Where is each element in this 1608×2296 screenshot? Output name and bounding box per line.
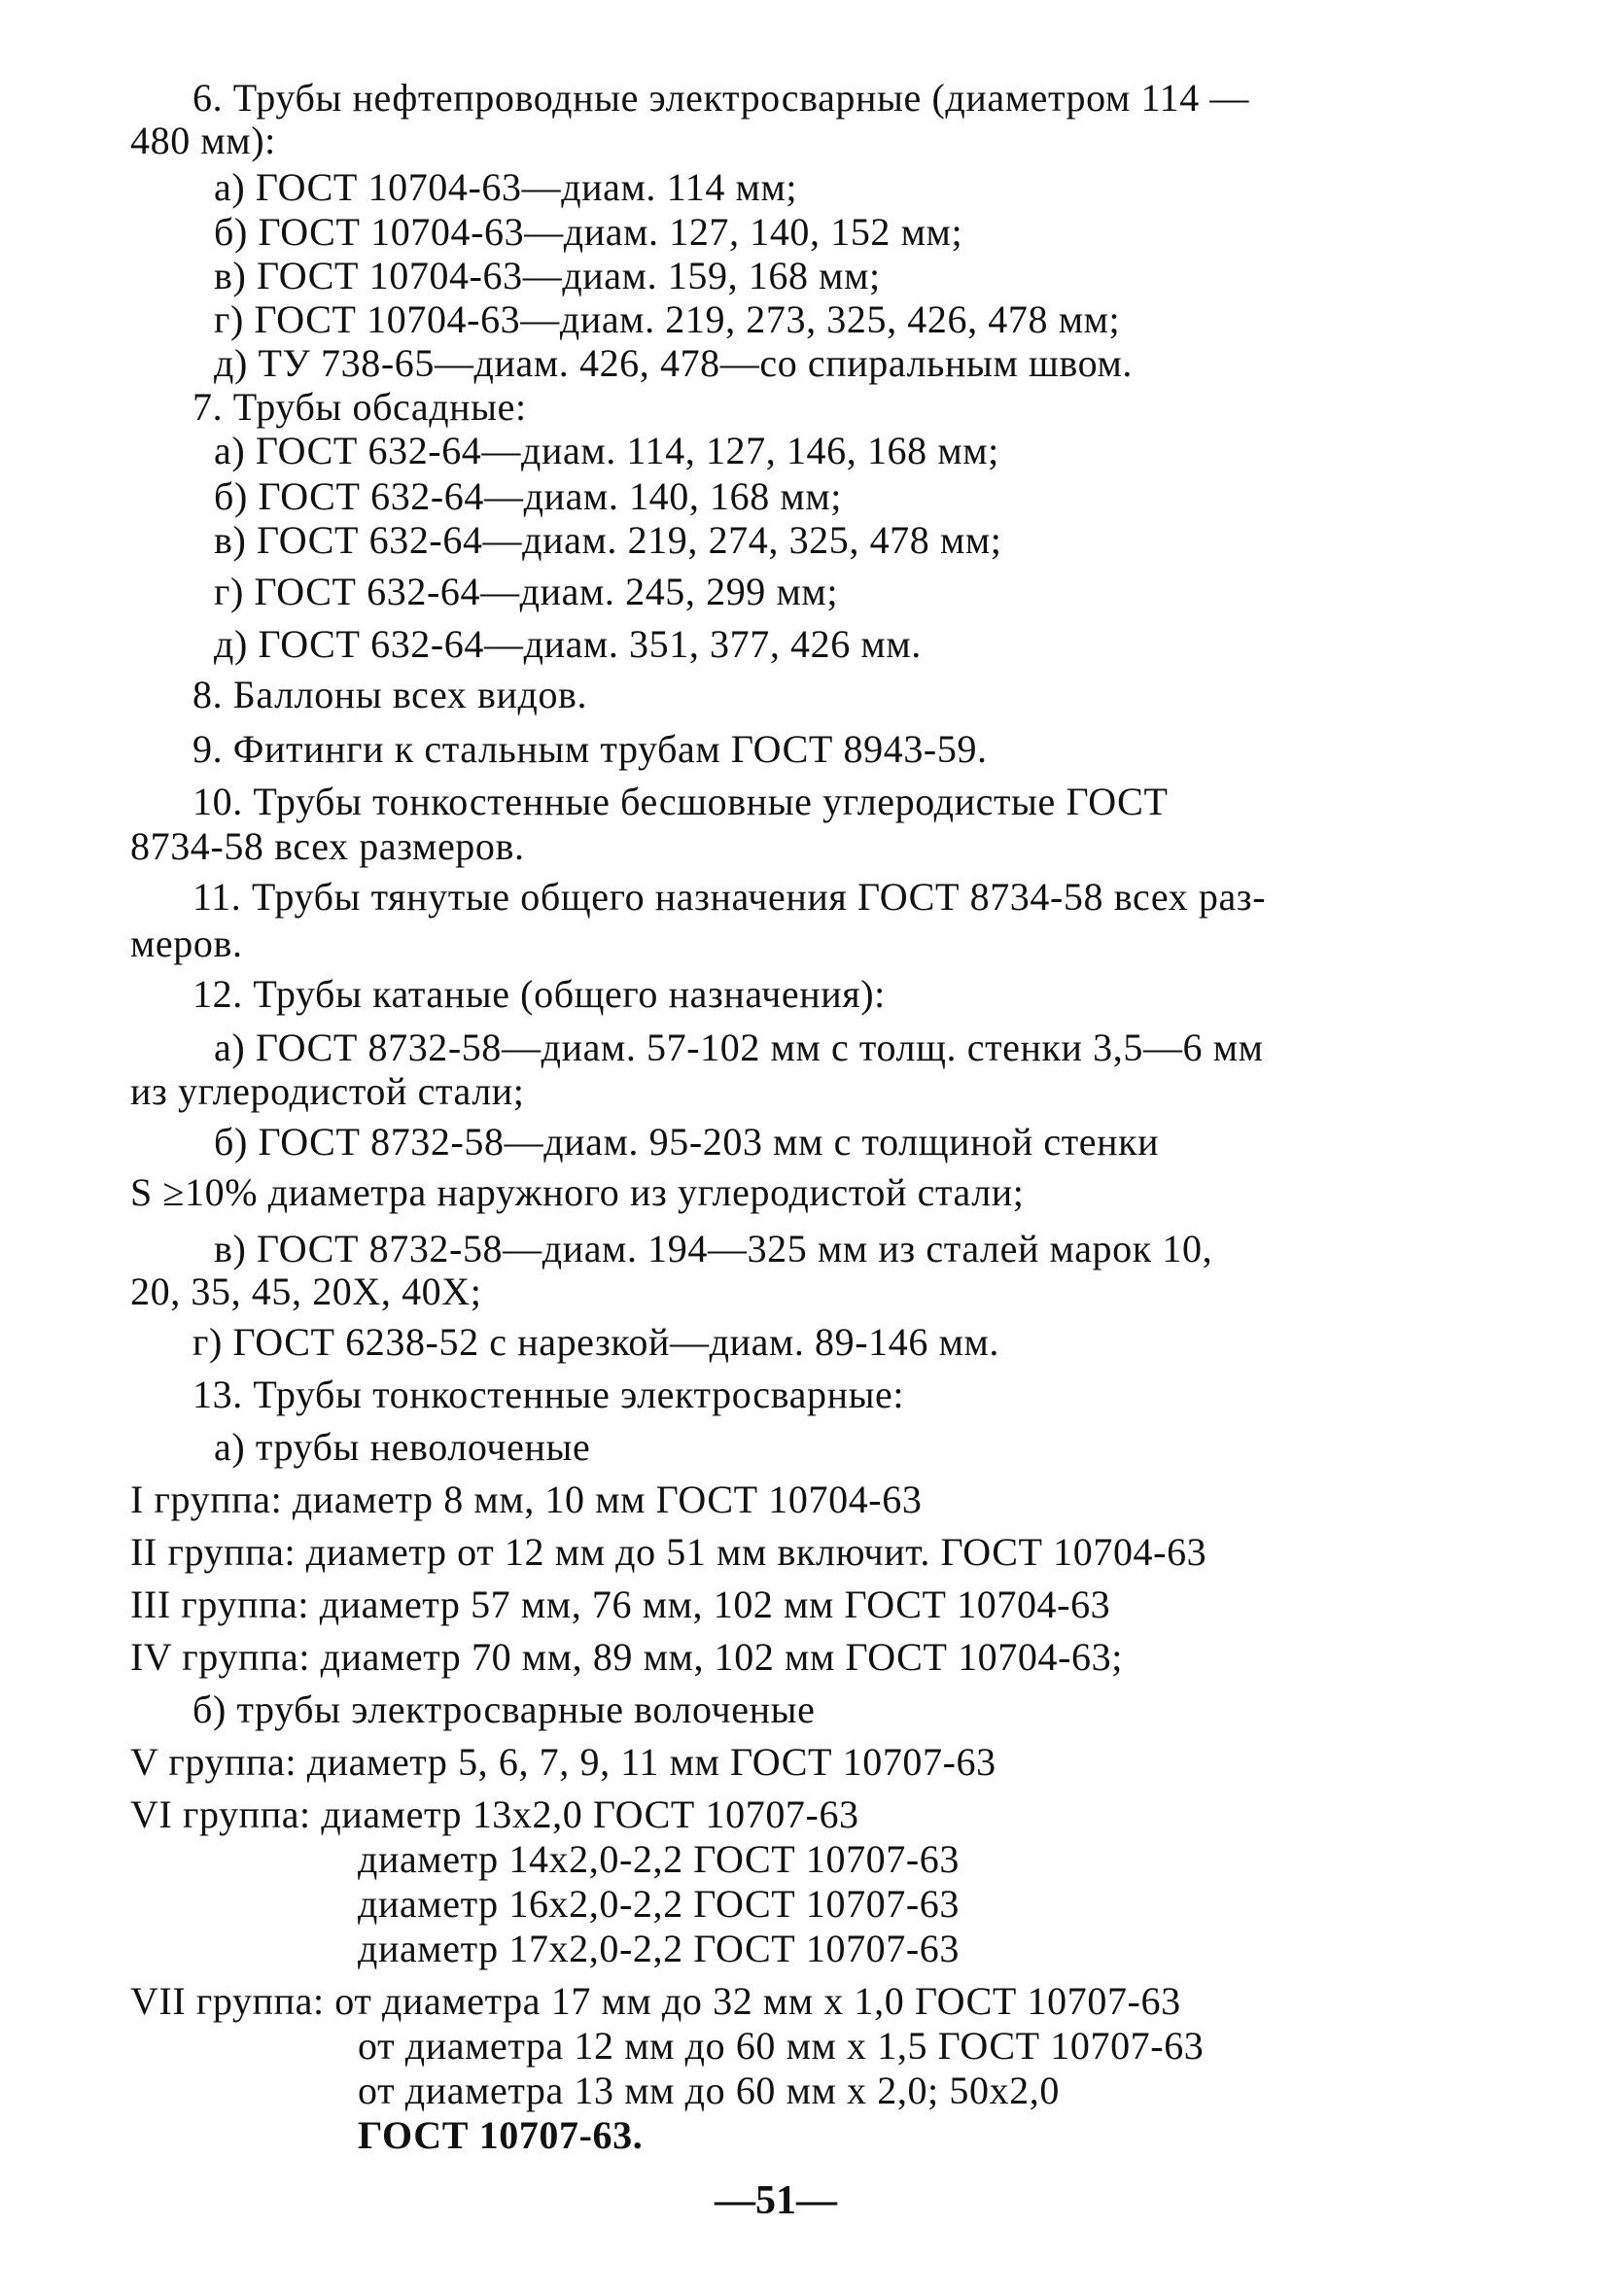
text-line: меров.	[130, 922, 243, 965]
text-line: 11. Трубы тянутые общего назначения ГОСТ 8734-58 всех раз-	[192, 875, 1267, 919]
text-line: диаметр 14х2,0-2,2 ГОСТ 10707-63	[358, 1837, 961, 1881]
text-line: IV группа: диаметр 70 мм, 89 мм, 102 мм ГОСТ 10704-63;	[130, 1635, 1123, 1679]
text-line: из углеродистой стали;	[130, 1069, 525, 1113]
text-line: диаметр 17х2,0-2,2 ГОСТ 10707-63	[358, 1927, 961, 1970]
text-line: 6. Трубы нефтепроводные электросварные (диаметром 114 —	[192, 76, 1250, 120]
text-line: в) ГОСТ 10704-63—диам. 159, 168 мм;	[214, 254, 881, 297]
text-line: д) ТУ 738-65—диам. 426, 478—со спиральным швом.	[214, 341, 1133, 385]
text-line: диаметр 16х2,0-2,2 ГОСТ 10707-63	[358, 1882, 961, 1926]
text-line: г) ГОСТ 6238-52 с нарезкой—диам. 89-146 мм.	[192, 1320, 999, 1364]
text-line: 480 мм):	[130, 119, 276, 162]
text-line: III группа: диаметр 57 мм, 76 мм, 102 мм ГОСТ 10704-63	[130, 1583, 1111, 1626]
text-line: б) ГОСТ 8732-58—диам. 95-203 мм с толщиной стенки	[214, 1120, 1160, 1164]
text-line: 13. Трубы тонкостенные электросварные:	[192, 1373, 905, 1416]
text-line: г) ГОСТ 632-64—диам. 245, 299 мм;	[214, 570, 839, 613]
text-line: в) ГОСТ 8732-58—диам. 194—325 мм из сталей марок 10,	[214, 1227, 1213, 1270]
text-line: б) ГОСТ 10704-63—диам. 127, 140, 152 мм;	[214, 210, 963, 254]
text-line: V группа: диаметр 5, 6, 7, 9, 11 мм ГОСТ 10707-63	[130, 1740, 996, 1784]
text-line: а) ГОСТ 8732-58—диам. 57-102 мм с толщ. стенки 3,5—6 мм	[214, 1026, 1264, 1069]
text-line: 8. Баллоны всех видов.	[192, 673, 588, 716]
text-line: 12. Трубы катаные (общего назначения):	[192, 972, 886, 1016]
text-line: 9. Фитинги к стальным трубам ГОСТ 8943-59.	[192, 727, 988, 771]
text-line: 7. Трубы обсадные:	[192, 385, 527, 429]
text-line: I группа: диаметр 8 мм, 10 мм ГОСТ 10704-63	[130, 1478, 923, 1521]
text-line: II группа: диаметр от 12 мм до 51 мм включит. ГОСТ 10704-63	[130, 1530, 1207, 1574]
text-line: от диаметра 12 мм до 60 мм х 1,5 ГОСТ 10707-63	[358, 2024, 1205, 2068]
text-line: а) ГОСТ 10704-63—диам. 114 мм;	[214, 165, 798, 209]
text-line: 10. Трубы тонкостенные бесшовные углеродистые ГОСТ	[192, 780, 1169, 823]
text-line: 20, 35, 45, 20Х, 40Х;	[130, 1270, 482, 1313]
text-line: S ≥10% диаметра наружного из углеродистой стали;	[130, 1170, 1025, 1214]
text-line: б) ГОСТ 632-64—диам. 140, 168 мм;	[214, 474, 842, 518]
text-line: а) ГОСТ 632-64—диам. 114, 127, 146, 168 мм;	[214, 429, 999, 472]
text-line: 8734-58 всех размеров.	[130, 824, 525, 868]
text-line: VI группа: диаметр 13х2,0 ГОСТ 10707-63	[130, 1792, 859, 1836]
page-number: —51—	[715, 2178, 837, 2223]
text-line: б) трубы электросварные волоченые	[192, 1687, 816, 1731]
text-line: от диаметра 13 мм до 60 мм х 2,0; 50х2,0	[358, 2069, 1060, 2112]
text-line: в) ГОСТ 632-64—диам. 219, 274, 325, 478 мм;	[214, 518, 1002, 562]
text-line: ГОСТ 10707-63.	[358, 2113, 644, 2157]
text-line: г) ГОСТ 10704-63—диам. 219, 273, 325, 426, 478 мм;	[214, 297, 1121, 341]
text-line: а) трубы неволоченые	[214, 1425, 591, 1469]
text-line: VII группа: от диаметра 17 мм до 32 мм х 1,0 ГОСТ 10707-63	[130, 1979, 1181, 2023]
text-line: д) ГОСТ 632-64—диам. 351, 377, 426 мм.	[214, 622, 922, 666]
